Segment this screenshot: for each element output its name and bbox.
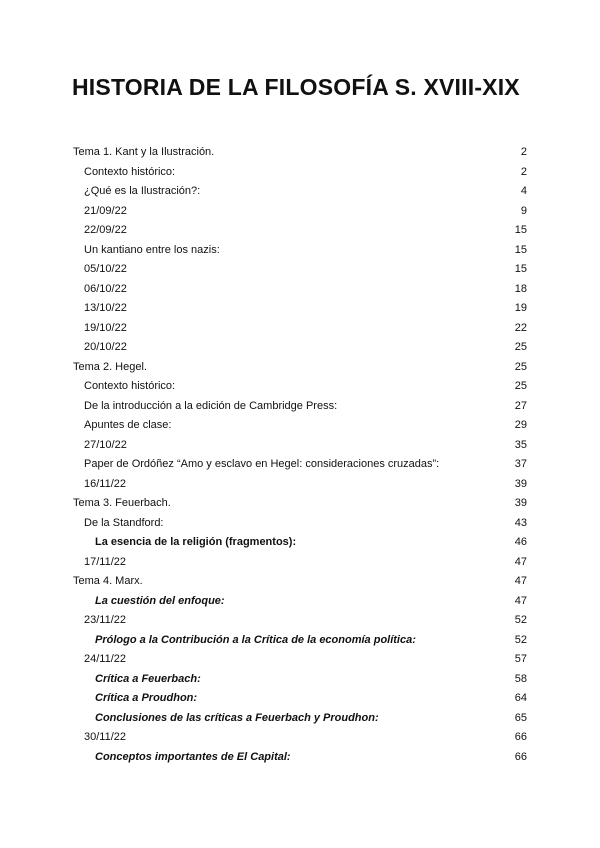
- toc-entry-label: 17/11/22: [84, 555, 127, 568]
- toc-entry-page: 58: [514, 672, 527, 685]
- toc-entry-page: 25: [514, 341, 527, 353]
- toc-entry-label: Paper de Ordóñez “Amo y esclavo en Hegel: consideraciones cruzadas”:: [84, 458, 440, 470]
- toc-entry-label: Contexto histórico:: [84, 380, 176, 392]
- toc-entry[interactable]: [0, 533, 600, 553]
- toc-entry-label: Conclusiones de las críticas a Feuerbach y Proudhon:: [95, 711, 379, 724]
- toc-entry-page: 66: [514, 731, 527, 743]
- toc-entry[interactable]: [0, 572, 600, 592]
- toc-entry-label: Conceptos importantes de El Capital:: [95, 750, 291, 763]
- toc-entry[interactable]: [0, 143, 600, 163]
- toc-entry[interactable]: [0, 319, 600, 339]
- toc-entry[interactable]: [0, 299, 600, 319]
- toc-entry-page: 47: [514, 555, 527, 568]
- toc-entry[interactable]: [0, 748, 600, 768]
- toc-entry-page: 18: [514, 282, 527, 295]
- toc-entry[interactable]: [0, 689, 600, 709]
- toc-entry[interactable]: [0, 416, 600, 436]
- toc-entry-page: 52: [514, 633, 527, 646]
- toc-entry-page: 39: [514, 477, 527, 490]
- toc-entry[interactable]: [0, 338, 600, 358]
- toc-entry-page: 43: [514, 516, 527, 529]
- toc-entry-label: Tema 2. Hegel.: [73, 360, 147, 373]
- toc-entry[interactable]: [0, 163, 600, 183]
- toc-entry-page: 9: [520, 204, 527, 217]
- document-title: HISTORIA DE LA FILOSOFÍA S. XVIII-XIX: [72, 74, 520, 100]
- toc-entry[interactable]: [0, 475, 600, 495]
- toc-entry-page: 47: [514, 575, 527, 587]
- toc-entry[interactable]: [0, 728, 600, 748]
- toc-entry-label: Crítica a Proudhon:: [95, 692, 198, 704]
- toc-entry-page: 46: [514, 536, 527, 548]
- toc-entry[interactable]: [0, 455, 600, 475]
- toc-entry-page: 25: [514, 380, 527, 392]
- toc-entry[interactable]: [0, 631, 600, 651]
- toc-entry[interactable]: [0, 494, 600, 514]
- toc-entry-label: 20/10/22: [84, 341, 127, 353]
- toc-entry-label: 22/09/22: [84, 224, 127, 236]
- toc-entry-label: 06/10/22: [84, 282, 127, 295]
- toc-entry-page: 2: [520, 165, 527, 178]
- toc-entry[interactable]: [0, 670, 600, 690]
- toc-entry-label: 16/11/22: [84, 477, 127, 490]
- toc-entry-page: 37: [514, 458, 527, 470]
- toc-entry[interactable]: [0, 260, 600, 280]
- toc-entry-page: 29: [514, 419, 527, 431]
- toc-entry-label: 24/11/22: [84, 653, 127, 665]
- toc-entry-page: 25: [514, 360, 527, 373]
- toc-entry-label: 05/10/22: [84, 263, 127, 275]
- toc-entry[interactable]: [0, 358, 600, 378]
- toc-entry-page: 15: [514, 224, 527, 236]
- toc-entry-page: 27: [514, 399, 527, 412]
- toc-entry-label: La esencia de la religión (fragmentos):: [95, 536, 297, 548]
- toc-entry-label: La cuestión del enfoque:: [95, 594, 225, 607]
- toc-entry-page: 35: [514, 438, 527, 451]
- toc-entry-label: Contexto histórico:: [84, 165, 176, 178]
- toc-entry-page: 15: [514, 263, 527, 275]
- toc-entry[interactable]: [0, 280, 600, 300]
- toc-entry-page: 2: [520, 146, 527, 158]
- table-of-contents: [0, 143, 600, 767]
- toc-entry-label: Tema 1. Kant y la Ilustración.: [73, 146, 215, 158]
- toc-entry[interactable]: [0, 650, 600, 670]
- toc-entry-page: 4: [520, 185, 527, 197]
- toc-entry-label: Tema 4. Marx.: [73, 575, 143, 587]
- toc-entry[interactable]: [0, 514, 600, 534]
- toc-entry-label: Apuntes de clase:: [84, 419, 172, 431]
- toc-entry[interactable]: [0, 377, 600, 397]
- toc-entry-label: 19/10/22: [84, 321, 127, 334]
- toc-entry-label: 27/10/22: [84, 438, 127, 451]
- toc-entry-label: 23/11/22: [84, 614, 127, 626]
- toc-entry-label: 30/11/22: [84, 731, 127, 743]
- toc-entry-page: 15: [514, 243, 527, 256]
- toc-entry-page: 66: [514, 750, 527, 763]
- toc-entry-label: ¿Qué es la Ilustración?:: [84, 185, 201, 197]
- toc-entry-page: 22: [514, 321, 527, 334]
- toc-entry-page: 19: [514, 302, 527, 314]
- toc-entry-label: Prólogo a la Contribución a la Crítica de la economía política:: [95, 633, 416, 646]
- toc-entry-page: 65: [514, 711, 527, 724]
- toc-entry-label: 13/10/22: [84, 302, 127, 314]
- toc-entry-label: Tema 3. Feuerbach.: [73, 497, 171, 509]
- toc-entry[interactable]: [0, 436, 600, 456]
- toc-entry[interactable]: [0, 182, 600, 202]
- toc-entry-label: Crítica a Feuerbach:: [95, 672, 201, 685]
- toc-entry-page: 47: [514, 594, 527, 607]
- toc-entry-page: 39: [514, 497, 527, 509]
- toc-entry-label: De la introducción a la edición de Cambridge Press:: [84, 399, 338, 412]
- toc-entry-label: 21/09/22: [84, 204, 127, 217]
- toc-entry[interactable]: [0, 202, 600, 222]
- toc-entry-label: Un kantiano entre los nazis:: [84, 243, 220, 256]
- toc-entry-page: 52: [514, 614, 527, 626]
- toc-entry-page: 57: [514, 653, 527, 665]
- toc-entry[interactable]: [0, 397, 600, 417]
- toc-entry-label: De la Standford:: [84, 516, 164, 529]
- toc-entry[interactable]: [0, 241, 600, 261]
- toc-entry[interactable]: [0, 592, 600, 612]
- toc-entry[interactable]: [0, 709, 600, 729]
- toc-entry[interactable]: [0, 553, 600, 573]
- toc-entry[interactable]: [0, 221, 600, 241]
- toc-entry[interactable]: [0, 611, 600, 631]
- toc-entry-page: 64: [514, 692, 527, 704]
